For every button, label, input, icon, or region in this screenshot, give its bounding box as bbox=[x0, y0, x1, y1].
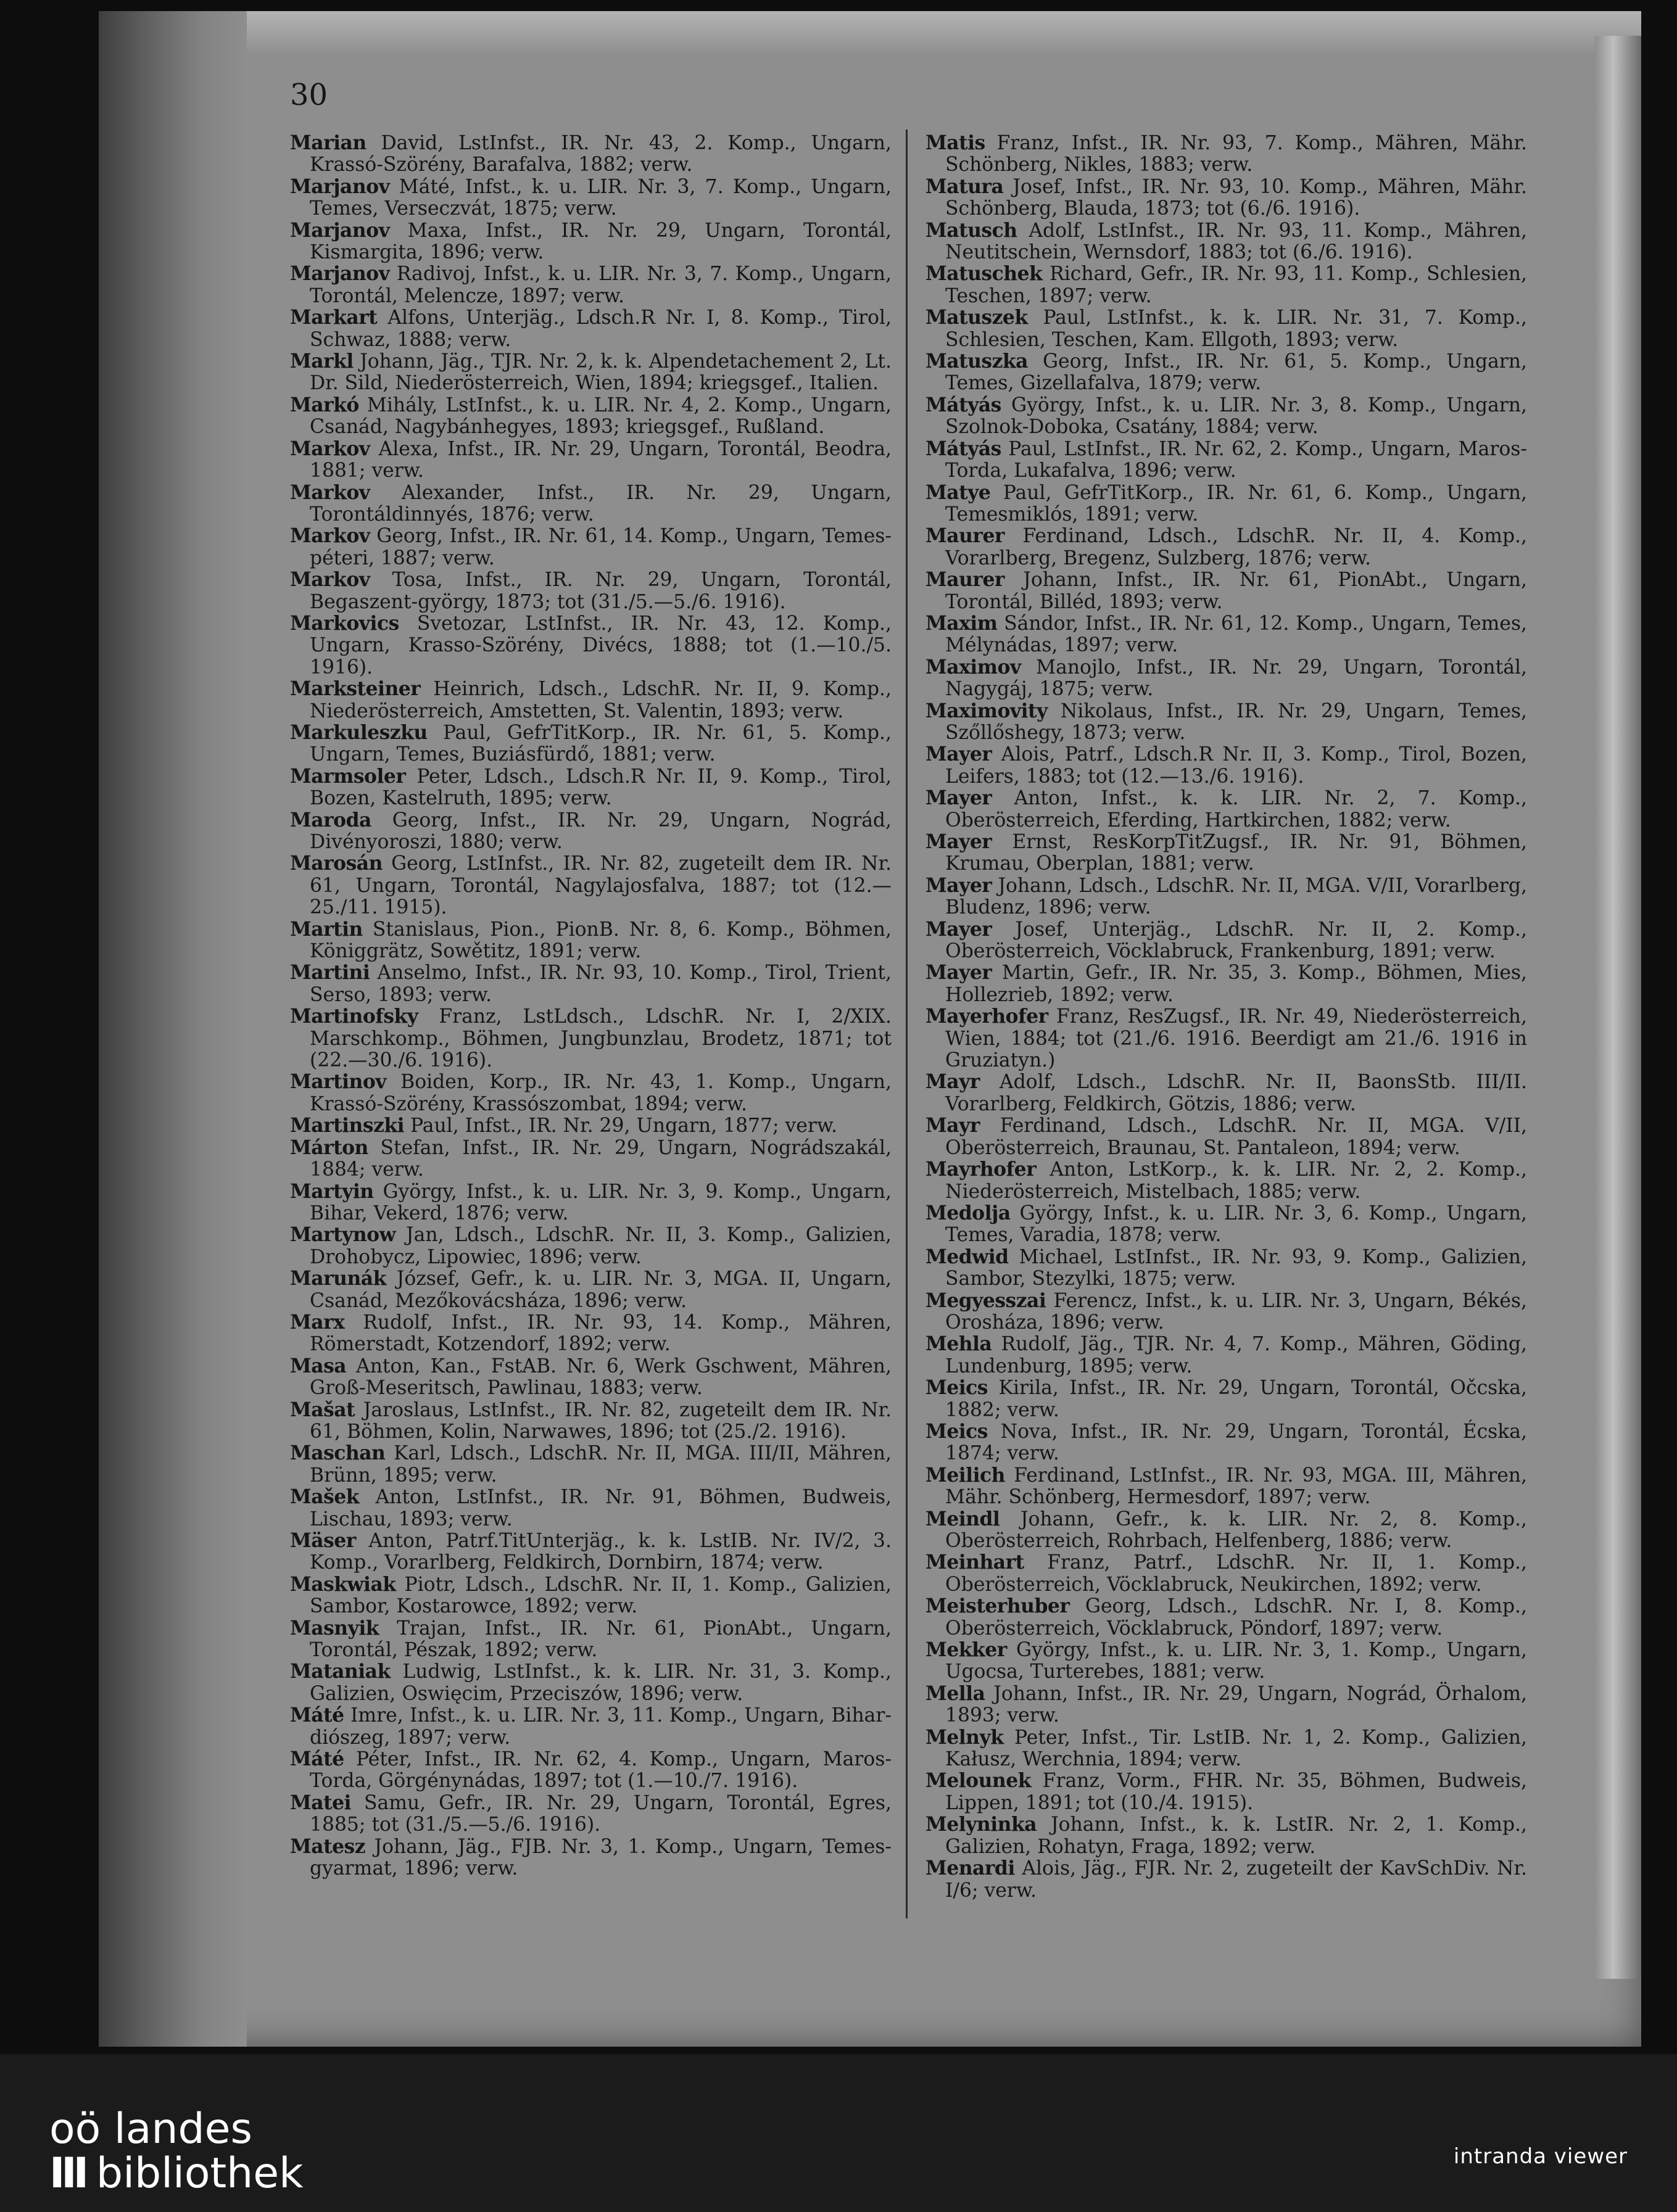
register-entry bbox=[925, 351, 1527, 395]
entry-surname: Mayr bbox=[925, 1071, 980, 1094]
register-entry bbox=[925, 1640, 1527, 1683]
entry-details: Jaroslaus, LstInfst., IR. Nr. 82, zugeteilt dem IR. Nr. 61, Böhmen, Kolin, Narwawes, 1896; tot (25./2. 1916). bbox=[310, 1398, 892, 1443]
entry-surname: Mayer bbox=[925, 831, 992, 853]
entry-surname: Mašat bbox=[290, 1398, 355, 1421]
register-entry bbox=[290, 263, 892, 307]
entry-surname: Máté bbox=[290, 1704, 344, 1727]
register-entry bbox=[925, 744, 1527, 788]
entry-surname: Marunák bbox=[290, 1268, 386, 1290]
register-entry bbox=[290, 679, 892, 722]
logo-line-1: oö landes bbox=[49, 2105, 252, 2153]
entry-surname: Maskwiak bbox=[290, 1573, 396, 1596]
entry-details: Paul, Infst., IR. Nr. 29, Ungarn, 1877; verw. bbox=[410, 1115, 837, 1137]
entry-surname: Martyin bbox=[290, 1180, 374, 1203]
entry-surname: Markov bbox=[290, 569, 370, 592]
entry-surname: Masa bbox=[290, 1355, 347, 1377]
entry-details: Johann, Infst., k. k. LstIR. Nr. 2, 1. Komp., Galizien, Rohatyn, Fraga, 1892; verw. bbox=[945, 1814, 1527, 1858]
register-entry bbox=[925, 701, 1527, 745]
entry-details: Michael, LstInfst., IR. Nr. 93, 9. Komp., Galizien, Sambor, Stezylki, 1875; verw. bbox=[945, 1245, 1527, 1290]
entry-surname: Markov bbox=[290, 437, 370, 460]
entry-details: Peter, Infst., Tir. LstIB. Nr. 1, 2. Komp., Galizien, Kałusz, Werchnia, 1894; verw. bbox=[945, 1726, 1527, 1771]
register-entry bbox=[925, 1247, 1527, 1290]
register-entry bbox=[290, 1836, 892, 1880]
entry-details: Georg, Ldsch., LdschR. Nr. I, 8. Komp., Oberösterreich, Vöcklabruck, Pöndorf, 1897; verw. bbox=[945, 1595, 1527, 1640]
page-top-fold bbox=[99, 11, 1641, 54]
entry-details: Alois, Patrf., Ldsch.R Nr. II, 3. Komp., Tirol, Bozen, Leifers, 1883; tot (12.—13./6. 1916). bbox=[945, 743, 1528, 788]
register-entry bbox=[290, 1356, 892, 1400]
register-entry bbox=[290, 1224, 892, 1268]
entry-surname: Marjanov bbox=[290, 263, 390, 286]
register-entry bbox=[925, 1071, 1527, 1115]
entry-surname: Markov bbox=[290, 525, 370, 548]
entry-surname: Martinov bbox=[290, 1071, 387, 1094]
register-entry bbox=[925, 1334, 1527, 1377]
register-entry bbox=[925, 1509, 1527, 1553]
entry-details: Johann, Gefr., k. k. LIR. Nr. 2, 8. Komp., Oberösterreich, Rohrbach, Helfenberg, 1886; verw. bbox=[945, 1508, 1527, 1552]
entry-surname: Marjanov bbox=[290, 175, 390, 198]
entry-surname: Máté bbox=[290, 1748, 344, 1771]
register-entry bbox=[290, 1618, 892, 1662]
entry-surname: Medwid bbox=[925, 1245, 1009, 1268]
entry-surname: Mayer bbox=[925, 918, 992, 941]
register-entry bbox=[290, 133, 892, 176]
register-entry bbox=[290, 439, 892, 482]
entry-details: György, Infst., k. u. LIR. Nr. 3, 9. Komp., Ungarn, Bihar, Vekerd, 1876; verw. bbox=[310, 1180, 892, 1224]
entry-details: Mihály, LstInfst., k. u. LIR. Nr. 4, 2. Komp., Ungarn, Csanád, Nagybánhegyes, 1893; kriegsgef., Rußland. bbox=[310, 394, 892, 439]
entry-surname: Meilich bbox=[925, 1464, 1005, 1487]
entry-details: Trajan, Infst., IR. Nr. 61, PionAbt., Ungarn, Torontál, Pészak, 1892; verw. bbox=[310, 1617, 892, 1662]
register-entry bbox=[925, 176, 1527, 220]
entry-surname: Marian bbox=[290, 132, 366, 154]
register-entry bbox=[925, 1377, 1527, 1421]
entry-details: Johann, Infst., IR. Nr. 61, PionAbt., Ungarn, Torontál, Billéd, 1893; verw. bbox=[945, 569, 1527, 613]
register-entry bbox=[290, 919, 892, 963]
entry-surname: Markuleszku bbox=[290, 721, 428, 744]
entry-details: Ferdinand, LstInfst., IR. Nr. 93, MGA. III, Mähren, Mähr. Schönberg, Hermesdorf, 1897; verw. bbox=[945, 1464, 1527, 1509]
register-entry bbox=[925, 1727, 1527, 1771]
entry-surname: Menardi bbox=[925, 1857, 1015, 1880]
register-entry bbox=[925, 1858, 1527, 1902]
register-entry bbox=[290, 722, 892, 766]
entry-surname: Márton bbox=[290, 1136, 368, 1159]
entry-surname: Mella bbox=[925, 1682, 985, 1705]
register-entry bbox=[290, 1705, 892, 1749]
register-entry bbox=[290, 1487, 892, 1530]
register-entry bbox=[925, 657, 1527, 701]
entry-details: József, Gefr., k. u. LIR. Nr. 3, MGA. II, Ungarn, Csanád, Mezőkovácsháza, 1896; verw. bbox=[310, 1268, 892, 1312]
entry-details: Nova, Infst., IR. Nr. 29, Ungarn, Torontál, Écska, 1874; verw. bbox=[945, 1420, 1528, 1465]
entry-surname: Mátyás bbox=[925, 394, 1001, 416]
register-entry bbox=[925, 962, 1527, 1006]
register-entry bbox=[925, 1465, 1527, 1509]
viewer-brand-label[interactable]: intranda viewer bbox=[1453, 2144, 1628, 2169]
entry-details: Máté, Infst., k. u. LIR. Nr. 3, 7. Komp., Ungarn, Temes, Verseczvát, 1875; verw. bbox=[310, 175, 892, 220]
entry-details: Imre, Infst., k. u. LIR. Nr. 3, 11. Komp., Ungarn, Bihar-diószeg, 1897; verw. bbox=[310, 1704, 892, 1749]
register-entry bbox=[925, 1683, 1527, 1727]
entry-surname: Melounek bbox=[925, 1770, 1031, 1793]
entry-details: Josef, Infst., IR. Nr. 93, 10. Komp., Mähren, Mähr. Schönberg, Blauda, 1873; tot (6./6. 1916). bbox=[945, 175, 1527, 220]
entry-surname: Matuschek bbox=[925, 263, 1043, 286]
entry-details: Sándor, Infst., IR. Nr. 61, 12. Komp., Ungarn, Temes, Mélynádas, 1897; verw. bbox=[945, 612, 1527, 657]
entry-details: Franz, LstLdsch., LdschR. Nr. I, 2/XIX. Marschkomp., Böhmen, Jungbunzlau, Brodetz, 1871; tot (22.—30./6. 1916). bbox=[310, 1005, 892, 1072]
entry-surname: Meindl bbox=[925, 1508, 1000, 1530]
entry-details: Ferencz, Infst., k. u. LIR. Nr. 3, Ungarn, Békés, Orosháza, 1896; verw. bbox=[945, 1289, 1527, 1334]
entry-surname: Mayr bbox=[925, 1115, 980, 1137]
entry-details: Johann, Ldsch., LdschR. Nr. II, MGA. V/II, Vorarlberg, Bludenz, 1896; verw. bbox=[945, 874, 1527, 919]
entry-surname: Matusch bbox=[925, 219, 1017, 242]
entry-details: Piotr, Ldsch., LdschR. Nr. II, 1. Komp., Galizien, Sambor, Kostarowce, 1892; verw. bbox=[310, 1573, 892, 1618]
entry-surname: Mátyás bbox=[925, 437, 1001, 460]
entry-details: Johann, Infst., IR. Nr. 29, Ungarn, Nográd, Örhalom, 1893; verw. bbox=[945, 1682, 1527, 1727]
entry-surname: Martinofsky bbox=[290, 1005, 418, 1028]
register-entry bbox=[925, 613, 1527, 657]
entry-surname: Markart bbox=[290, 307, 378, 329]
entry-details: Radivoj, Infst., k. u. LIR. Nr. 3, 7. Komp., Ungarn, Torontál, Melencze, 1897; verw. bbox=[310, 263, 892, 307]
entry-details: Péter, Infst., IR. Nr. 62, 4. Komp., Ungarn, Maros-Torda, Görgénynádas, 1897; tot (1.—10./7. 1916). bbox=[310, 1748, 892, 1793]
entry-surname: Meics bbox=[925, 1420, 988, 1443]
entry-details: Rudolf, Infst., IR. Nr. 93, 14. Komp., Mähren, Römerstadt, Kotzendorf, 1892; verw. bbox=[310, 1311, 892, 1356]
entry-details: Paul, GefrTitKorp., IR. Nr. 61, 6. Komp., Ungarn, Temesmiklós, 1891; verw. bbox=[945, 481, 1527, 526]
entry-details: Kirila, Infst., IR. Nr. 29, Ungarn, Torontál, Očcska, 1882; verw. bbox=[945, 1377, 1528, 1421]
entry-surname: Matye bbox=[925, 481, 991, 504]
logo-line-2-text: bibliothek bbox=[96, 2149, 304, 2198]
entry-details: Anton, LstKorp., k. k. LIR. Nr. 2, 2. Komp., Niederösterreich, Mistelbach, 1885; verw. bbox=[945, 1158, 1527, 1203]
entry-surname: Markov bbox=[290, 481, 370, 504]
entry-surname: Matis bbox=[925, 132, 985, 154]
register-entry bbox=[290, 395, 892, 439]
register-entry bbox=[925, 1596, 1527, 1640]
entry-surname: Martynow bbox=[290, 1224, 396, 1247]
entry-details: Stefan, Infst., IR. Nr. 29, Ungarn, Nográdszakál, 1884; verw. bbox=[310, 1136, 892, 1181]
entry-surname: Megyesszai bbox=[925, 1289, 1046, 1312]
register-entry bbox=[290, 1137, 892, 1181]
register-entry bbox=[290, 307, 892, 351]
entry-surname: Matuszek bbox=[925, 307, 1028, 329]
entry-surname: Markovics bbox=[290, 612, 399, 635]
register-entry bbox=[290, 1115, 892, 1137]
entry-surname: Mehla bbox=[925, 1333, 992, 1356]
register-entry bbox=[290, 351, 892, 395]
entry-surname: Meinhart bbox=[925, 1551, 1024, 1574]
entry-surname: Meisterhuber bbox=[925, 1595, 1070, 1618]
entry-details: Anselmo, Infst., IR. Nr. 93, 10. Komp., Tirol, Trient, Serso, 1893; verw. bbox=[310, 962, 892, 1006]
entry-details: Johann, Jäg., FJB. Nr. 3, 1. Komp., Ungarn, Temes-gyarmat, 1896; verw. bbox=[310, 1835, 892, 1880]
entry-details: Johann, Jäg., TJR. Nr. 2, k. k. Alpendetachement 2, Lt. Dr. Sild, Niederösterreich, Wien, 1894; kriegsgef., Italien. bbox=[310, 350, 892, 395]
entry-details: Franz, Vorm., FHR. Nr. 35, Böhmen, Budweis, Lippen, 1891; tot (10./4. 1915). bbox=[945, 1770, 1527, 1814]
entry-details: Ludwig, LstInfst., k. k. LIR. Nr. 31, 3. Komp., Galizien, Oswięcim, Przeciszów, 1896; verw. bbox=[310, 1661, 892, 1705]
entry-details: Alfons, Unterjäg., Ldsch.R Nr. I, 8. Komp., Tirol, Schwaz, 1888; verw. bbox=[310, 307, 892, 351]
right-column bbox=[925, 133, 1527, 1902]
entry-details: Franz, ResZugsf., IR. Nr. 49, Niederösterreich, Wien, 1884; tot (21./6. 1916. Beerdigt am 21./6. 1916 in Gruziatyn.) bbox=[945, 1005, 1527, 1072]
entry-surname: Mayerhofer bbox=[925, 1005, 1048, 1028]
entry-details: Nikolaus, Infst., IR. Nr. 29, Ungarn, Temes, Szőllőshegy, 1873; verw. bbox=[945, 700, 1527, 744]
entry-details: Svetozar, LstInfst., IR. Nr. 43, 12. Komp., Ungarn, Krasso-Szörény, Divécs, 1888; tot (1.—10./5. 1916). bbox=[310, 612, 892, 679]
entry-surname: Mayer bbox=[925, 874, 992, 897]
register-entry bbox=[925, 482, 1527, 526]
entry-details: Martin, Gefr., IR. Nr. 35, 3. Komp., Böhmen, Mies, Hollezrieb, 1892; verw. bbox=[945, 962, 1527, 1006]
entry-surname: Mayer bbox=[925, 787, 992, 810]
entry-surname: Marx bbox=[290, 1311, 345, 1334]
entry-details: Rudolf, Jäg., TJR. Nr. 4, 7. Komp., Mähren, Göding, Lundenburg, 1895; verw. bbox=[945, 1333, 1527, 1377]
entry-surname: Matei bbox=[290, 1791, 351, 1814]
entry-details: Karl, Ldsch., LdschR. Nr. II, MGA. III/II, Mähren, Brünn, 1895; verw. bbox=[310, 1442, 892, 1487]
entry-surname: Maxim bbox=[925, 612, 998, 635]
register-entry bbox=[290, 1312, 892, 1356]
entry-details: Anton, Kan., FstAB. Nr. 6, Werk Gschwent, Mähren, Groß-Meseritsch, Pawlinau, 1883; verw. bbox=[310, 1355, 892, 1400]
register-entry bbox=[925, 569, 1527, 613]
logo-line-2 bbox=[49, 2149, 304, 2198]
entry-details: Georg, Infst., IR. Nr. 29, Ungarn, Nográd, Divényoroszi, 1880; verw. bbox=[310, 809, 892, 853]
page-left-fold bbox=[99, 11, 247, 2047]
entry-surname: Maximov bbox=[925, 656, 1021, 679]
register-entry bbox=[290, 569, 892, 613]
entry-surname: Marosán bbox=[290, 852, 383, 875]
entry-surname: Mataniak bbox=[290, 1661, 391, 1683]
entry-details: György, Infst., k. u. LIR. Nr. 3, 8. Komp., Ungarn, Szolnok-Doboka, Csatány, 1884; verw. bbox=[945, 394, 1528, 439]
register-entry bbox=[290, 526, 892, 569]
entry-details: Georg, Infst., IR. Nr. 61, 5. Komp., Ungarn, Temes, Gizellafalva, 1879; verw. bbox=[945, 350, 1527, 395]
entry-details: Paul, LstInfst., k. k. LIR. Nr. 31, 7. Komp., Schlesien, Teschen, Kam. Ellgoth, 1893; verw. bbox=[945, 307, 1527, 351]
entry-details: Georg, LstInfst., IR. Nr. 82, zugeteilt dem IR. Nr. 61, Ungarn, Torontál, Nagylajosfalva, 1887; tot (12.—25./11. 1915). bbox=[310, 852, 892, 919]
register-entry bbox=[925, 395, 1527, 439]
register-entry bbox=[925, 1290, 1527, 1334]
register-entry bbox=[925, 1770, 1527, 1814]
entry-details: Anton, Infst., k. k. LIR. Nr. 2, 7. Komp., Oberösterreich, Eferding, Hartkirchen, 1882; verw. bbox=[945, 787, 1527, 832]
register-entry bbox=[290, 220, 892, 264]
register-entry bbox=[290, 1443, 892, 1487]
entry-surname: Medolja bbox=[925, 1202, 1011, 1224]
entry-details: Alexa, Infst., IR. Nr. 29, Ungarn, Torontál, Beodra, 1881; verw. bbox=[310, 437, 892, 482]
entry-details: Manojlo, Infst., IR. Nr. 29, Ungarn, Torontál, Nagygáj, 1875; verw. bbox=[945, 656, 1528, 701]
entry-surname: Marksteiner bbox=[290, 678, 421, 701]
register-entry bbox=[290, 853, 892, 918]
entry-surname: Matesz bbox=[290, 1835, 366, 1858]
entry-details: Ferdinand, Ldsch., LdschR. Nr. II, MGA. V/II, Oberösterreich, Braunau, St. Pantaleon, 1894; verw. bbox=[945, 1115, 1527, 1159]
register-entry bbox=[925, 133, 1527, 176]
entry-details: Ferdinand, Ldsch., LdschR. Nr. II, 4. Komp., Vorarlberg, Bregenz, Sulzberg, 1876; verw. bbox=[945, 525, 1527, 569]
register-entry bbox=[290, 1661, 892, 1705]
register-entry bbox=[925, 875, 1527, 919]
entry-surname: Martinszki bbox=[290, 1115, 405, 1137]
entry-surname: Martini bbox=[290, 962, 370, 984]
register-entry bbox=[925, 1421, 1527, 1465]
logo-bars: III bbox=[49, 2149, 85, 2198]
entry-details: Ernst, ResKorpTitZugsf., IR. Nr. 91, Böhmen, Krumau, Oberplan, 1881; verw. bbox=[945, 831, 1528, 875]
register-entry bbox=[290, 766, 892, 810]
entry-details: Josef, Unterjäg., LdschR. Nr. II, 2. Komp., Oberösterreich, Vöcklabruck, Frankenburg, 1891; verw. bbox=[945, 918, 1527, 963]
register-entry bbox=[290, 810, 892, 854]
entry-details: Alexander, Infst., IR. Nr. 29, Ungarn, Torontáldinnyés, 1876; verw. bbox=[310, 481, 892, 526]
library-logo[interactable] bbox=[49, 2107, 304, 2196]
register-entry bbox=[290, 962, 892, 1006]
register-entry bbox=[925, 220, 1527, 264]
entry-details: György, Infst., k. u. LIR. Nr. 3, 1. Komp., Ungarn, Ugocsa, Turterebes, 1881; verw. bbox=[945, 1639, 1527, 1683]
entry-details: Heinrich, Ldsch., LdschR. Nr. II, 9. Komp., Niederösterreich, Amstetten, St. Valentin, 1893; verw. bbox=[310, 678, 892, 722]
register-entry bbox=[290, 1530, 892, 1574]
register-entry bbox=[925, 263, 1527, 307]
page-number: 30 bbox=[290, 78, 328, 112]
register-entry bbox=[290, 1793, 892, 1836]
entry-details: György, Infst., k. u. LIR. Nr. 3, 6. Komp., Ungarn, Temes, Varadia, 1878; verw. bbox=[945, 1202, 1528, 1247]
entry-surname: Maximovity bbox=[925, 700, 1048, 722]
entry-details: Samu, Gefr., IR. Nr. 29, Ungarn, Torontál, Egres, 1885; tot (31./5.—5./6. 1916). bbox=[310, 1791, 892, 1836]
register-entry bbox=[290, 1181, 892, 1225]
register-entry bbox=[925, 788, 1527, 832]
register-entry bbox=[925, 1814, 1527, 1858]
entry-details: Anton, LstInfst., IR. Nr. 91, Böhmen, Budweis, Lischau, 1893; verw. bbox=[310, 1486, 892, 1530]
register-entry bbox=[290, 1071, 892, 1115]
register-entry bbox=[290, 482, 892, 526]
register-entry bbox=[290, 1400, 892, 1443]
entry-details: Richard, Gefr., IR. Nr. 93, 11. Komp., Schlesien, Teschen, 1897; verw. bbox=[945, 263, 1527, 307]
entry-details: David, LstInfst., IR. Nr. 43, 2. Komp., Ungarn, Krassó-Szörény, Barafalva, 1882; verw. bbox=[310, 132, 892, 176]
entry-details: Alois, Jäg., FJR. Nr. 2, zugeteilt der KavSchDiv. Nr. I/6; verw. bbox=[945, 1857, 1527, 1902]
entry-surname: Melnyk bbox=[925, 1726, 1004, 1749]
entry-surname: Maroda bbox=[290, 809, 371, 832]
entry-surname: Markó bbox=[290, 394, 359, 416]
register-entry bbox=[290, 1006, 892, 1071]
entry-surname: Melyninka bbox=[925, 1814, 1037, 1836]
register-entry bbox=[925, 832, 1527, 875]
register-entry bbox=[925, 526, 1527, 569]
entry-details: Franz, Infst., IR. Nr. 93, 7. Komp., Mähren, Mähr. Schönberg, Nikles, 1883; verw. bbox=[945, 132, 1527, 176]
entry-details: Peter, Ldsch., Ldsch.R Nr. II, 9. Komp., Tirol, Bozen, Kastelruth, 1895; verw. bbox=[310, 765, 892, 810]
entry-surname: Marjanov bbox=[290, 219, 390, 242]
entry-surname: Maurer bbox=[925, 569, 1004, 592]
entry-details: Paul, GefrTitKorp., IR. Nr. 61, 5. Komp., Ungarn, Temes, Buziásfürdő, 1881; verw. bbox=[310, 721, 892, 766]
entry-surname: Matura bbox=[925, 175, 1004, 198]
entry-details: Tosa, Infst., IR. Nr. 29, Ungarn, Torontál, Begaszent-györgy, 1873; tot (31./5.—5./6. 1916). bbox=[310, 569, 892, 613]
register-entry bbox=[290, 1749, 892, 1793]
register-entry bbox=[290, 1268, 892, 1312]
register-entry bbox=[925, 1159, 1527, 1203]
entry-details: Adolf, Ldsch., LdschR. Nr. II, BaonsStb. III/II. Vorarlberg, Feldkirch, Götzis, 1886; verw. bbox=[945, 1071, 1528, 1115]
entry-surname: Masnyik bbox=[290, 1617, 379, 1640]
entry-surname: Maschan bbox=[290, 1442, 386, 1465]
entry-surname: Mayer bbox=[925, 743, 992, 766]
register-entry bbox=[290, 176, 892, 220]
register-entry bbox=[290, 1574, 892, 1618]
register-entry bbox=[925, 1203, 1527, 1247]
column-divider bbox=[906, 130, 908, 1918]
entry-details: Maxa, Infst., IR. Nr. 29, Ungarn, Torontál, Kismargita, 1896; verw. bbox=[310, 219, 892, 264]
entry-details: Georg, Infst., IR. Nr. 61, 14. Komp., Ungarn, Temes-péteri, 1887; verw. bbox=[310, 525, 892, 569]
entry-surname: Mayer bbox=[925, 962, 992, 984]
entry-surname: Marmsoler bbox=[290, 765, 406, 788]
entry-surname: Mekker bbox=[925, 1639, 1007, 1662]
register-entry bbox=[925, 1552, 1527, 1596]
entry-surname: Meics bbox=[925, 1377, 988, 1400]
entry-surname: Mašek bbox=[290, 1486, 359, 1509]
entry-details: Franz, Patrf., LdschR. Nr. II, 1. Komp., Oberösterreich, Vöcklabruck, Neukirchen, 1892; verw. bbox=[945, 1551, 1527, 1596]
entry-details: Stanislaus, Pion., PionB. Nr. 8, 6. Komp., Böhmen, Königgrätz, Sowětitz, 1891; verw. bbox=[310, 918, 892, 963]
page-right-edge bbox=[1595, 36, 1641, 1979]
register-entry bbox=[925, 439, 1527, 482]
entry-details: Anton, Patrf.TitUnterjäg., k. k. LstIB. Nr. IV/2, 3. Komp., Vorarlberg, Feldkirch, Dornbirn, 1874; verw. bbox=[310, 1530, 892, 1574]
register-entry bbox=[925, 1115, 1527, 1159]
entry-details: Adolf, LstInfst., IR. Nr. 93, 11. Komp., Mähren, Neutitschein, Wernsdorf, 1883; tot (6./6. 1916). bbox=[945, 219, 1528, 264]
entry-surname: Matuszka bbox=[925, 350, 1028, 373]
entry-surname: Mäser bbox=[290, 1530, 356, 1552]
entry-surname: Mayrhofer bbox=[925, 1158, 1037, 1181]
entry-details: Paul, LstInfst., IR. Nr. 62, 2. Komp., Ungarn, Maros-Torda, Lukafalva, 1896; verw. bbox=[945, 437, 1527, 482]
left-column bbox=[290, 133, 892, 1880]
entry-surname: Markl bbox=[290, 350, 354, 373]
register-entry bbox=[925, 307, 1527, 351]
entry-surname: Martin bbox=[290, 918, 363, 941]
entry-surname: Maurer bbox=[925, 525, 1004, 548]
register-entry bbox=[925, 919, 1527, 963]
register-entry bbox=[925, 1006, 1527, 1071]
entry-details: Jan, Ldsch., LdschR. Nr. II, 3. Komp., Galizien, Drohobycz, Lipowiec, 1896; verw. bbox=[310, 1224, 892, 1268]
entry-details: Boiden, Korp., IR. Nr. 43, 1. Komp., Ungarn, Krassó-Szörény, Krassószombat, 1894; verw. bbox=[310, 1071, 892, 1115]
register-entry bbox=[290, 613, 892, 679]
